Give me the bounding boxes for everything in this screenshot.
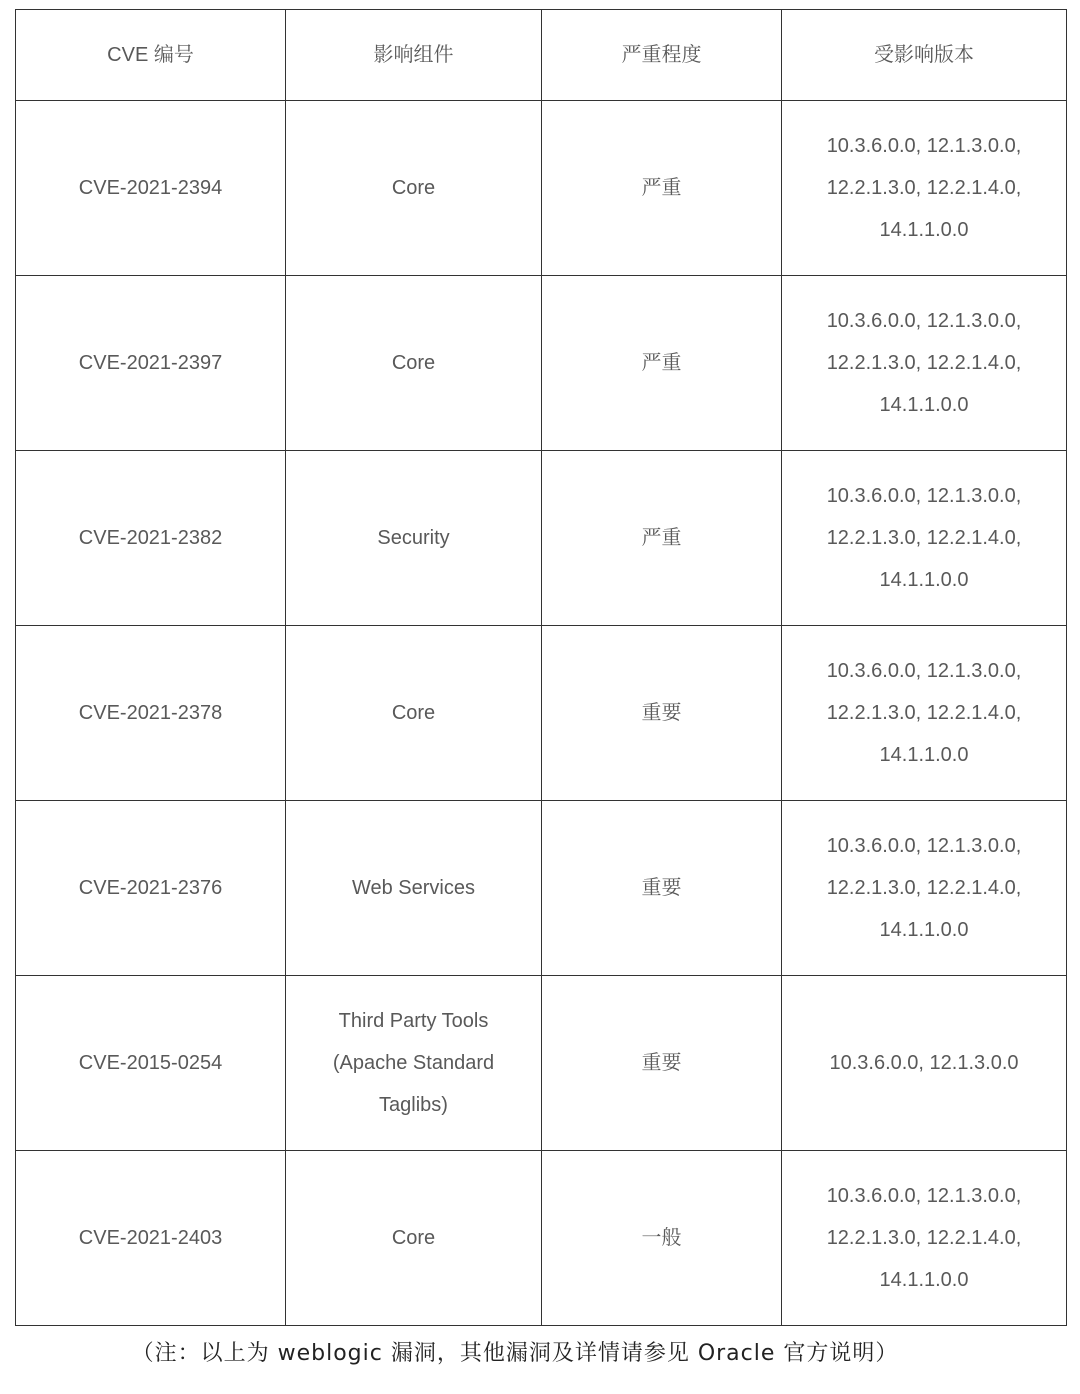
component-cell — [286, 451, 542, 626]
table-body — [16, 101, 1067, 1326]
component-line: Core — [391, 352, 436, 374]
version-line: 14.1.1.0.0 — [879, 1269, 969, 1291]
version-line: 10.3.6.0.0, 12.1.3.0.0, — [826, 1185, 1022, 1207]
cve-id-cell: CVE-2021-2378 — [16, 626, 286, 801]
version-line: 14.1.1.0.0 — [879, 219, 969, 241]
version-line: 10.3.6.0.0, 12.1.3.0.0, — [826, 485, 1022, 507]
component-line: Core — [391, 1227, 436, 1249]
footnote: （注：以上为 weblogic 漏洞，其他漏洞及详情请参见 Oracle 官方说明） — [131, 1341, 899, 1366]
version-line: 12.2.1.3.0, 12.2.1.4.0, — [826, 527, 1022, 549]
component-line: (Apache Standard — [332, 1052, 495, 1074]
component-cell — [286, 626, 542, 801]
component-line: Core — [391, 177, 436, 199]
cve-id-cell: CVE-2015-0254 — [16, 976, 286, 1151]
header-severity: 严重程度 — [542, 10, 782, 101]
version-line: 14.1.1.0.0 — [879, 394, 969, 416]
cve-id-cell: CVE-2021-2394 — [16, 101, 286, 276]
table-row — [16, 976, 1067, 1151]
component-cell — [286, 276, 542, 451]
version-line: 10.3.6.0.0, 12.1.3.0.0, — [826, 835, 1022, 857]
versions-cell — [782, 976, 1067, 1151]
versions-cell — [782, 626, 1067, 801]
component-cell — [286, 976, 542, 1151]
component-cell — [286, 1151, 542, 1326]
table-row — [16, 626, 1067, 801]
versions-cell — [782, 101, 1067, 276]
cve-id-cell: CVE-2021-2397 — [16, 276, 286, 451]
version-line: 10.3.6.0.0, 12.1.3.0.0, — [826, 135, 1022, 157]
cve-id-cell: CVE-2021-2382 — [16, 451, 286, 626]
severity-cell: 严重 — [542, 101, 782, 276]
header-cve-id: CVE 编号 — [16, 10, 286, 101]
table-row — [16, 801, 1067, 976]
severity-cell: 重要 — [542, 976, 782, 1151]
version-line: 12.2.1.3.0, 12.2.1.4.0, — [826, 1227, 1022, 1249]
table-header-row — [16, 10, 1067, 101]
table-row — [16, 451, 1067, 626]
component-line: Core — [391, 702, 436, 724]
version-line: 10.3.6.0.0, 12.1.3.0.0, — [826, 310, 1022, 332]
component-line: Taglibs) — [379, 1094, 448, 1116]
cve-id-cell: CVE-2021-2403 — [16, 1151, 286, 1326]
table-row — [16, 101, 1067, 276]
versions-cell — [782, 1151, 1067, 1326]
header-affected-versions: 受影响版本 — [782, 10, 1067, 101]
table-row — [16, 1151, 1067, 1326]
cve-id-cell: CVE-2021-2376 — [16, 801, 286, 976]
version-line: 12.2.1.3.0, 12.2.1.4.0, — [826, 177, 1022, 199]
cve-table — [15, 9, 1067, 1326]
versions-cell — [782, 276, 1067, 451]
component-line: Security — [377, 527, 450, 549]
severity-cell: 重要 — [542, 626, 782, 801]
versions-cell — [782, 801, 1067, 976]
version-line: 14.1.1.0.0 — [879, 744, 969, 766]
component-line: Web Services — [351, 877, 475, 899]
version-line: 14.1.1.0.0 — [879, 569, 969, 591]
header-component: 影响组件 — [286, 10, 542, 101]
component-cell — [286, 801, 542, 976]
versions-cell — [782, 451, 1067, 626]
version-line: 12.2.1.3.0, 12.2.1.4.0, — [826, 877, 1022, 899]
version-line: 12.2.1.3.0, 12.2.1.4.0, — [826, 702, 1022, 724]
component-cell — [286, 101, 542, 276]
severity-cell: 一般 — [542, 1151, 782, 1326]
severity-cell: 重要 — [542, 801, 782, 976]
severity-cell: 严重 — [542, 451, 782, 626]
table-row — [16, 276, 1067, 451]
version-line: 10.3.6.0.0, 12.1.3.0.0 — [829, 1052, 1019, 1074]
version-line: 14.1.1.0.0 — [879, 919, 969, 941]
version-line: 12.2.1.3.0, 12.2.1.4.0, — [826, 352, 1022, 374]
component-line: Third Party Tools — [338, 1010, 489, 1032]
version-line: 10.3.6.0.0, 12.1.3.0.0, — [826, 660, 1022, 682]
severity-cell: 严重 — [542, 276, 782, 451]
